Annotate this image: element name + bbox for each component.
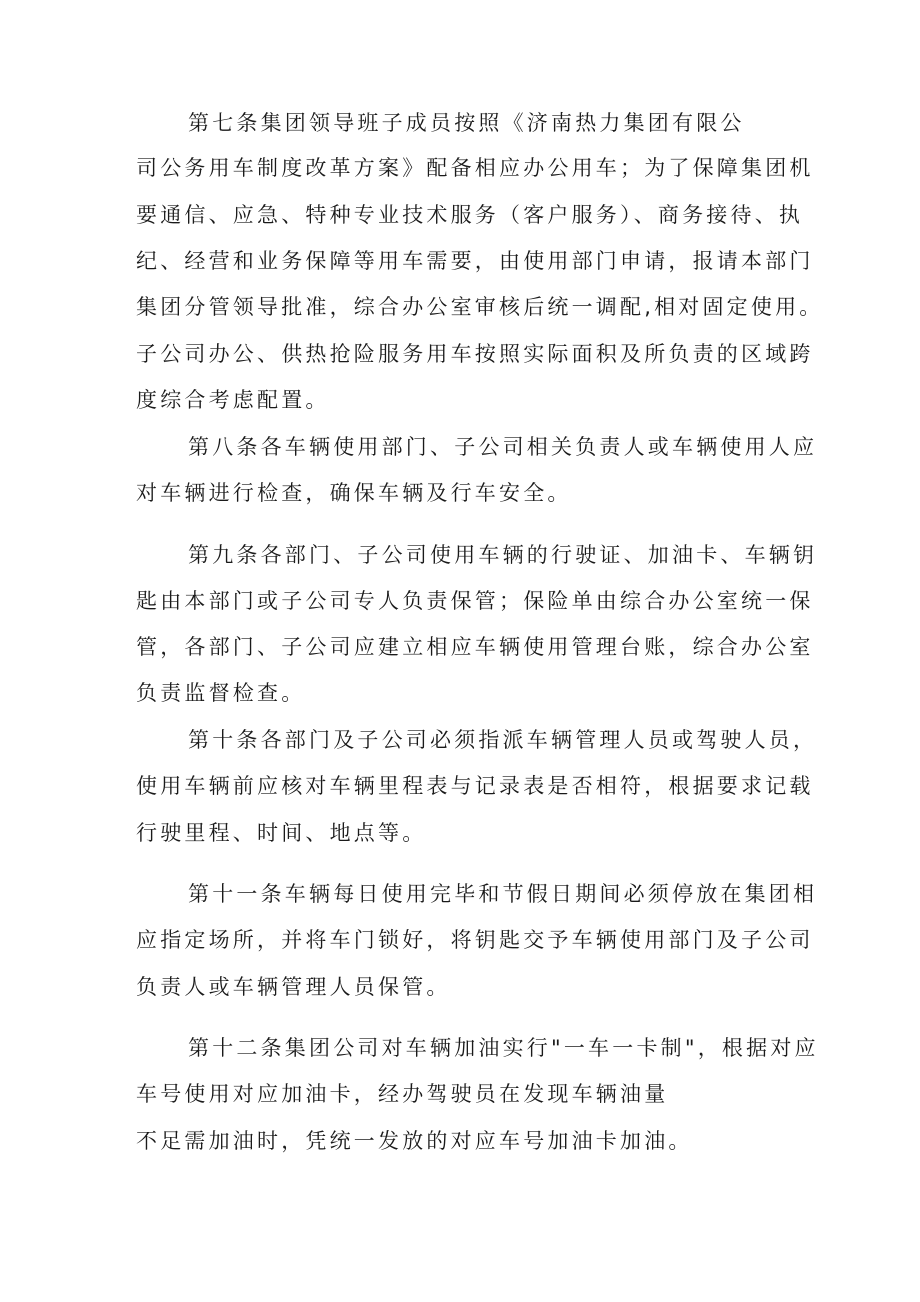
text-line: 第九条各部门、子公司使用车辆的行驶证、加油卡、车辆钥 — [188, 543, 818, 567]
text-line: 应指定场所，并将车门锁好，将钥匙交予车辆使用部门及子公司 — [136, 928, 814, 952]
text-line: 子公司办公、供热抢险服务用车按照实际面积及所负责的区域跨 — [136, 342, 814, 366]
text-line: 司公务用车制度改革方案》配备相应办公用车；为了保障集团机 — [136, 156, 814, 180]
text-line: 第十条各部门及子公司必须指派车辆管理人员或驾驶人员， — [188, 728, 818, 752]
text-line: 使用车辆前应核对车辆里程表与记录表是否相符，根据要求记载 — [136, 774, 814, 798]
text-line: 负责人或车辆管理人员保管。 — [136, 975, 451, 999]
text-line: 第八条各车辆使用部门、子公司相关负责人或车辆使用人应 — [188, 435, 818, 459]
text-line: 纪、经营和业务保障等用车需要，由使用部门申请，报请本部门 — [136, 249, 814, 273]
text-line: 要通信、应急、特种专业技术服务（客户服务）、商务接待、执 — [136, 203, 804, 227]
text-line: 不足需加油时，凭统一发放的对应车号加油卡加油。 — [136, 1129, 693, 1153]
text-line: 第七条集团领导班子成员按照《济南热力集团有限公 — [188, 111, 745, 135]
text-line: 匙由本部门或子公司专人负责保管；保险单由综合办公室统一保 — [136, 589, 814, 613]
text-line: 集团分管领导批准，综合办公室审核后统一调配,相对固定使用。 — [136, 295, 824, 319]
text-line: 第十二条集团公司对车辆加油实行"一车一卡制"，根据对应 — [188, 1036, 819, 1060]
text-line: 车号使用对应加油卡，经办驾驶员在发现车辆油量 — [136, 1082, 669, 1106]
text-line: 对车辆进行检查，确保车辆及行车安全。 — [136, 481, 572, 505]
text-line: 第十一条车辆每日使用完毕和节假日期间必须停放在集团相 — [188, 882, 818, 906]
text-line: 管，各部门、子公司应建立相应车辆使用管理台账，综合办公室 — [136, 635, 814, 659]
text-line: 度综合考虑配置。 — [136, 388, 330, 412]
text-line: 负责监督检查。 — [136, 681, 306, 705]
text-line: 行驶里程、时间、地点等。 — [136, 821, 427, 845]
